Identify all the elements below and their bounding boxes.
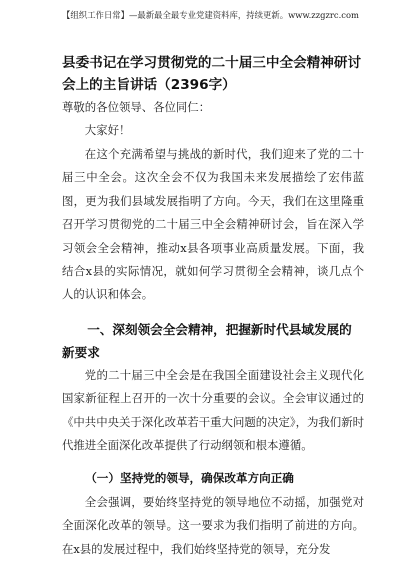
paragraph-subsection-1: 全会强调，要始终坚持党的领导地位不动摇，加强党对全面深化改革的领导。这一要求为我们指明了前进的方向。在x县的发展过程中，我们始终坚持党的领导，充分发 — [62, 495, 364, 556]
salutation: 尊敬的各位领导、各位同仁： — [62, 100, 211, 114]
paragraph-section-1: 党的二十届三中全会是在我国全面建设社会主义现代化国家新征程上召开的一次十分重要的会议。全会审议通过的《中共中央关于深化改革若干重大问题的决定》，为我们新时代推进全面深化改革提供了行动纲领和根本遵循。 — [62, 368, 364, 453]
header-note: 【组织工作日常】—最新最全最专业党建资料库，持续更新。www.zzgzrc.com — [62, 10, 359, 20]
document-title: 县委书记在学习贯彻党的二十届三中全会精神研讨会上的主旨讲话（2396字） — [62, 55, 362, 93]
greeting: 大家好！ — [84, 123, 131, 137]
section-heading-1: 一、深刻领会全会精神，把握新时代县域发展的新要求 — [62, 322, 352, 360]
subsection-heading-1: （一）坚持党的领导，确保改革方向正确 — [85, 471, 294, 485]
paragraph-intro: 在这个充满希望与挑战的新时代，我们迎来了党的二十届三中全会。这次全会不仅为我国未来发展描绘了宏伟蓝图，更为我们县域发展指明了方向。今天，我们在这里隆重召开学习贯彻党的二十届三中全会精神研讨会，旨在深入学习领会全会精神，推动x县各项事业高质量发展。下面，我结合x县的实际情况，就如何学习贯彻全会精神，谈几点个人的认识和体会。 — [62, 147, 364, 302]
